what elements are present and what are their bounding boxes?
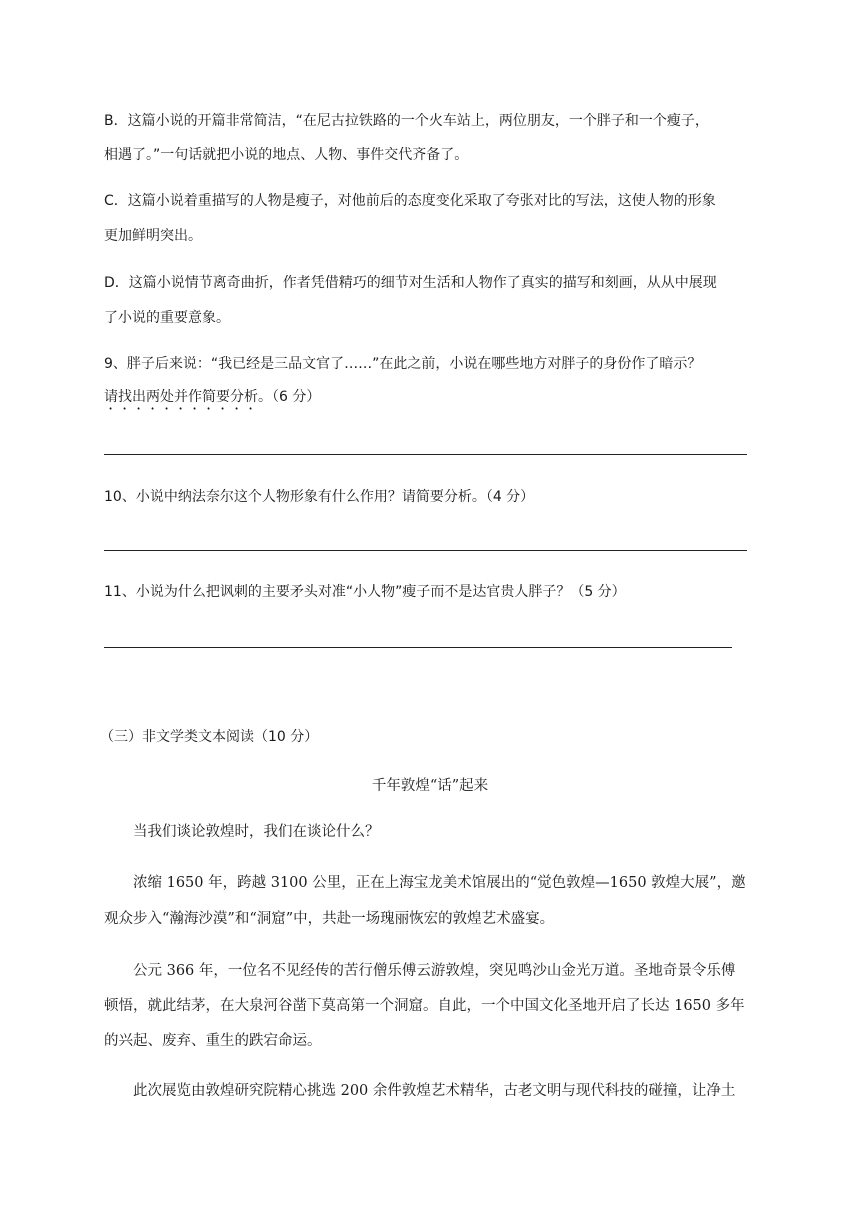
answer-line-q10[interactable] [104, 550, 747, 551]
article-title: 千年敦煌“话”起来 [371, 778, 489, 794]
option-b-line-2: 相遇了。”一句话就把小说的地点、人物、事件交代齐备了。 [104, 147, 469, 163]
paragraph-2-line-1: 浓缩 1650 年，跨越 3100 公里，正在上海宝龙美术馆展出的“觉色敦煌—1650 敦煌大展”，邀 [133, 875, 746, 891]
section-heading: （三）非文学类文本阅读（10 分） [100, 729, 319, 745]
question-9-line-1: 9、胖子后来说：“我已经是三品文官了……”在此之前，小说在哪些地方对胖子的身份作了暗示？ [104, 356, 702, 372]
paragraph-1: 当我们谈论敦煌时，我们在谈论什么？ [133, 824, 380, 840]
answer-line-q9[interactable] [104, 454, 747, 455]
question-10: 10、小说中纳法奈尔这个人物形象有什么作用？请简要分析。（4 分） [104, 489, 535, 505]
paragraph-4-line-1: 此次展览由敦煌研究院精心挑选 200 余件敦煌艺术精华，古老文明与现代科技的碰撞，让净土 [133, 1083, 736, 1099]
paragraph-3-line-2: 顿悟，就此结茅，在大泉河谷凿下莫高第一个洞窟。自此，一个中国文化圣地开启了长达 1650 多年 [104, 998, 745, 1014]
question-9-emphasis: 请找出两处并作简要分析 [104, 389, 258, 405]
answer-line-q11[interactable] [104, 647, 732, 648]
question-9-line-2 [104, 387, 320, 413]
paragraph-3-line-1: 公元 366 年，一位名不见经传的苦行僧乐傅云游敦煌，突见鸣沙山金光万道。圣地奇景令乐傅 [133, 963, 736, 979]
question-9-points: 。（6 分） [258, 389, 321, 405]
question-11: 11、小说为什么把讽刺的主要矛头对准“小人物”瘦子而不是达官贵人胖子？（5 分） [104, 584, 626, 600]
option-d-line-1: D．这篇小说情节离奇曲折，作者凭借精巧的细节对生活和人物作了真实的描写和刻画，从从中展现 [104, 275, 717, 291]
option-b-line-1: B．这篇小说的开篇非常简洁，“在尼古拉铁路的一个火车站上，两位朋友，一个胖子和一个瘦子， [104, 113, 709, 129]
paragraph-2-line-2: 观众步入“瀚海沙漠”和“洞窟”中，共赴一场瑰丽恢宏的敦煌艺术盛宴。 [104, 911, 555, 927]
option-c-line-2: 更加鲜明突出。 [104, 228, 202, 244]
paragraph-3-line-3: 的兴起、废弃、重生的跌宕命运。 [104, 1033, 322, 1049]
option-d-line-2: 了小说的重要意象。 [104, 310, 230, 326]
option-c-line-1: C．这篇小说着重描写的人物是瘦子，对他前后的态度变化采取了夸张对比的写法，这使人物的形象 [104, 193, 716, 209]
